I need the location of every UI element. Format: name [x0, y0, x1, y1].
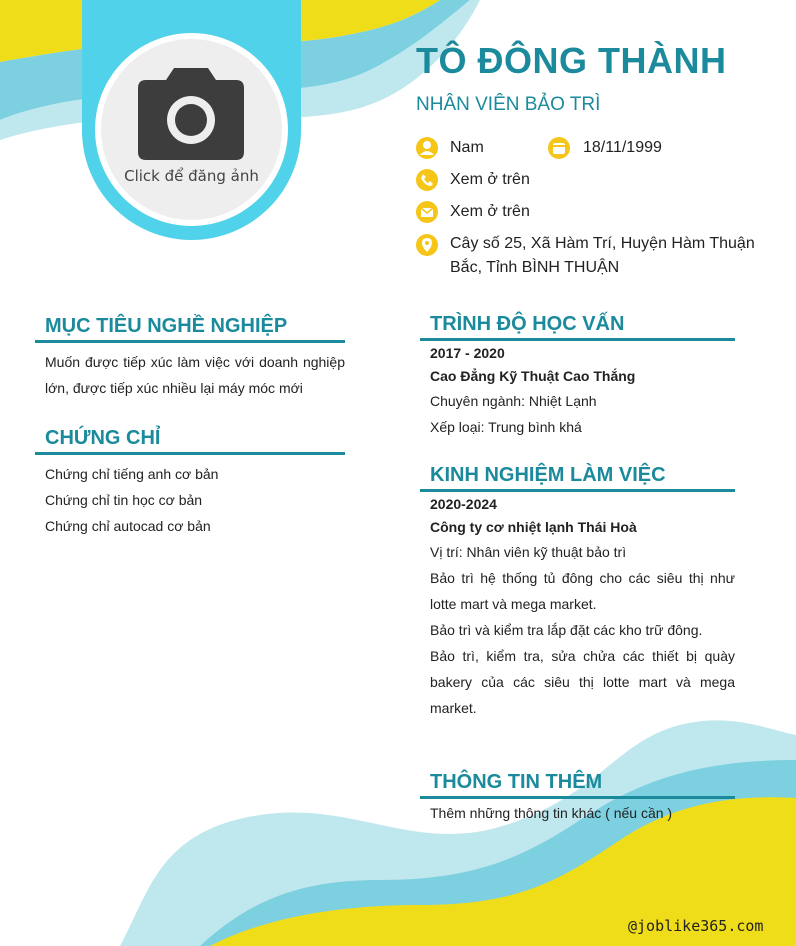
extra-info-heading: THÔNG TIN THÊM: [430, 771, 603, 793]
watermark: @joblike365.com: [628, 917, 764, 935]
objective-divider: [35, 340, 345, 343]
extra-info-text: Thêm những thông tin khác ( nếu cần ): [430, 805, 673, 821]
location-pin-icon: [416, 234, 438, 256]
phone-value[interactable]: Xem ở trên: [450, 171, 530, 188]
upload-photo-label: Click để đăng ảnh: [124, 167, 259, 185]
education-grade: Xếp loại: Trung bình khá: [430, 419, 582, 435]
extra-info-divider: [420, 796, 735, 799]
birthday-value: 18/11/1999: [583, 139, 662, 156]
certificate-item: Chứng chỉ tin học cơ bản: [45, 492, 203, 508]
experience-period: 2020-2024: [430, 496, 497, 512]
certificate-item: Chứng chỉ autocad cơ bản: [45, 518, 211, 534]
education-school: Cao Đẳng Kỹ Thuật Cao Thắng: [430, 368, 636, 384]
experience-duty: Bảo trì và kiểm tra lắp đặt các kho trữ đông.: [430, 622, 703, 638]
education-heading: TRÌNH ĐỘ HỌC VẤN: [430, 313, 625, 335]
experience-role: Vị trí: Nhân viên kỹ thuật bảo trì: [430, 544, 627, 560]
address-value: Cây số 25, Xã Hàm Trí, Huyện Hàm Thuận Bắc, Tỉnh BÌNH THUẬN: [450, 235, 755, 276]
objective-text: Muốn được tiếp xúc làm việc với doanh nghiệp lớn, được tiếp xúc nhiều lại máy móc mới: [45, 354, 345, 396]
job-position: NHÂN VIÊN BẢO TRÌ: [416, 94, 601, 115]
education-period: 2017 - 2020: [430, 345, 505, 361]
email-value[interactable]: Xem ở trên: [450, 203, 530, 220]
candidate-name: TÔ ĐÔNG THÀNH: [416, 40, 727, 81]
user-icon: [416, 137, 438, 159]
certificates-divider: [35, 452, 345, 455]
calendar-icon: [548, 137, 570, 159]
gender-value: Nam: [450, 139, 484, 156]
experience-duty: Bảo trì hệ thống tủ đông cho các siêu thị như lotte mart và mega market.: [430, 570, 735, 612]
experience-company: Công ty cơ nhiệt lạnh Thái Hoà: [430, 519, 637, 535]
education-major: Chuyên ngành: Nhiệt Lạnh: [430, 393, 597, 409]
objective-heading: MỤC TIÊU NGHỀ NGHIỆP: [45, 315, 288, 337]
phone-icon: [416, 169, 438, 191]
certificate-item: Chứng chỉ tiếng anh cơ bản: [45, 466, 219, 482]
camera-icon: [136, 66, 246, 162]
experience-duty: Bảo trì, kiểm tra, sửa chửa các thiết bị quày bakery của các siêu thị lotte mart và mega market.: [430, 648, 735, 716]
upload-photo-button[interactable]: [101, 39, 282, 220]
certificates-heading: CHỨNG CHỈ: [45, 427, 161, 449]
email-icon: [416, 201, 438, 223]
experience-heading: KINH NGHIỆM LÀM VIỆC: [430, 464, 666, 486]
